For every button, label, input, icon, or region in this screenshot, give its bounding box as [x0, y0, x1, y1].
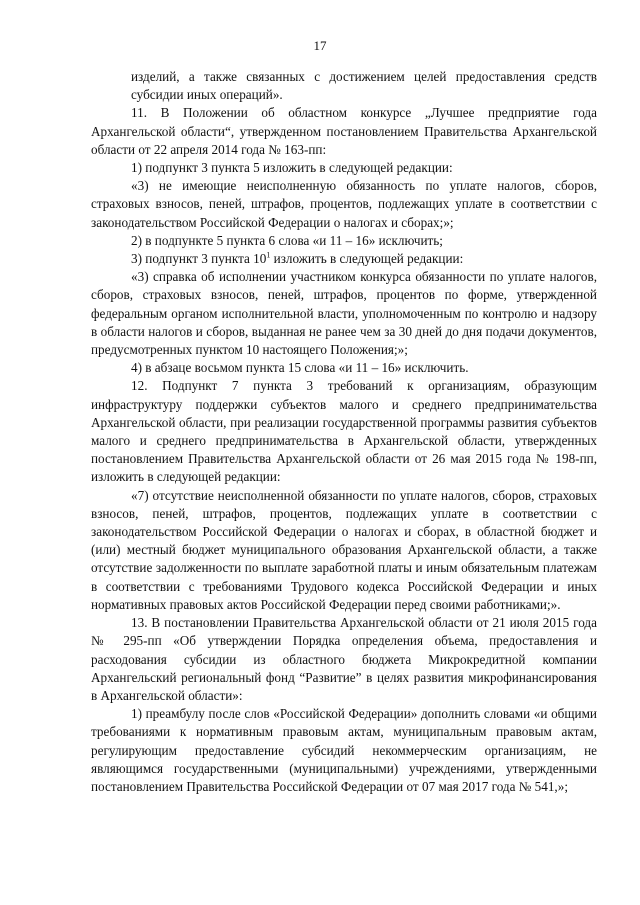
superscript: 1	[266, 250, 271, 260]
paragraph-quote-7: «7) отсутствие неисполненной обязанности по уплате налогов, сборов, страховых взносов, пеней, штрафов, процентов, подлежащих уплате в соответствии с законодательством Российской Федерации о налогах и сборах, в областной бюджет и (или) местный бюджет муниципального образования Архангельской области, а также отсутствие задолженности по выплате заработной платы и иным обязательным платежам в соответствии с требованиями Трудового кодекса Российской Федерации и иных нормативных правовых актов Российской Федерации перед своими работниками;».	[91, 487, 597, 612]
subitem-3-text: 3) подпункт 3 пункта 10	[131, 251, 267, 267]
paragraph-quote-certificate: «3) справка об исполнении участником конкурса обязанности по уплате налогов, сборов, страховых взносов, пеней, штрафов, процентов по форме, утвержденной федеральным органом исполнительной власти, уполномоченным по контролю и надзору в области налогов и сборов, выданная не ранее чем за 30 дней до дня подачи документов, предусмотренных пунктом 10 настоящего Положения;»;	[91, 269, 597, 358]
paragraph-preamble-amendment: 1) преамбулу после слов «Российской Федерации» дополнить словами «и общими требованиями к нормативным правовым актам, муниципальным правовым актам, регулирующим предоставление субсидий некоммерческим организациям, не являющимся государственными (муниципальными) учреждениями, утвержденными постановлением Правительства Российской Федерации от 07 мая 2017 года № 541,»;	[91, 706, 597, 794]
paragraph-continuation: изделий, а также связанных с достижением целей предоставления средств субсидии иных операций».	[131, 69, 597, 103]
paragraph-item-12: 12. Подпункт 7 пункта 3 требований к организациям, образующим инфраструктуру поддержки субъектов малого и среднего предпринимательства Архангельской области, при реализации государственной программы развития субъектов малого и среднего предпринимательства в Архангельской области, утвержденных постановлением Правительства Архангельской области от 26 мая 2015 года № 198-пп, изложить в следующей редакции:	[91, 378, 597, 485]
paragraph-subitem-2: 2) в подпункте 5 пункта 6 слова «и 11 – 16» исключить;	[131, 232, 443, 248]
subitem-3-tail: изложить в следующей редакции:	[270, 251, 464, 267]
paragraph-quote-3: «3) не имеющие неисполненную обязанность по уплате налогов, сборов, страховых взносов, пеней, штрафов, процентов, подлежащих уплате в соответствии с законодательством Российской Федерации о налогах и сборах;»;	[91, 178, 597, 230]
document-body	[91, 68, 597, 796]
page-number: 17	[313, 38, 327, 53]
paragraph-subitem-4: 4) в абзаце восьмом пункта 15 слова «и 11 – 16» исключить.	[131, 360, 469, 376]
paragraph-item-11: 11. В Положении об областном конкурсе „Лучшее предприятие года Архангельской области“, утвержденном постановлением Правительства Архангельской области от 22 апреля 2014 года № 163-пп:	[91, 105, 597, 157]
paragraph-item-13: 13. В постановлении Правительства Архангельской области от 21 июля 2015 года № 295-пп «Об утверждении Порядка определения объема, предоставления и расходования субсидии из областного бюджета Микрокредитной компании Архангельский региональный фонд “Развитие” в целях развития микрофинансирования в Архангельской области»:	[91, 615, 597, 703]
paragraph-subitem-3	[91, 250, 597, 268]
paragraph-subitem-1: 1) подпункт 3 пункта 5 изложить в следующей редакции:	[131, 160, 453, 176]
